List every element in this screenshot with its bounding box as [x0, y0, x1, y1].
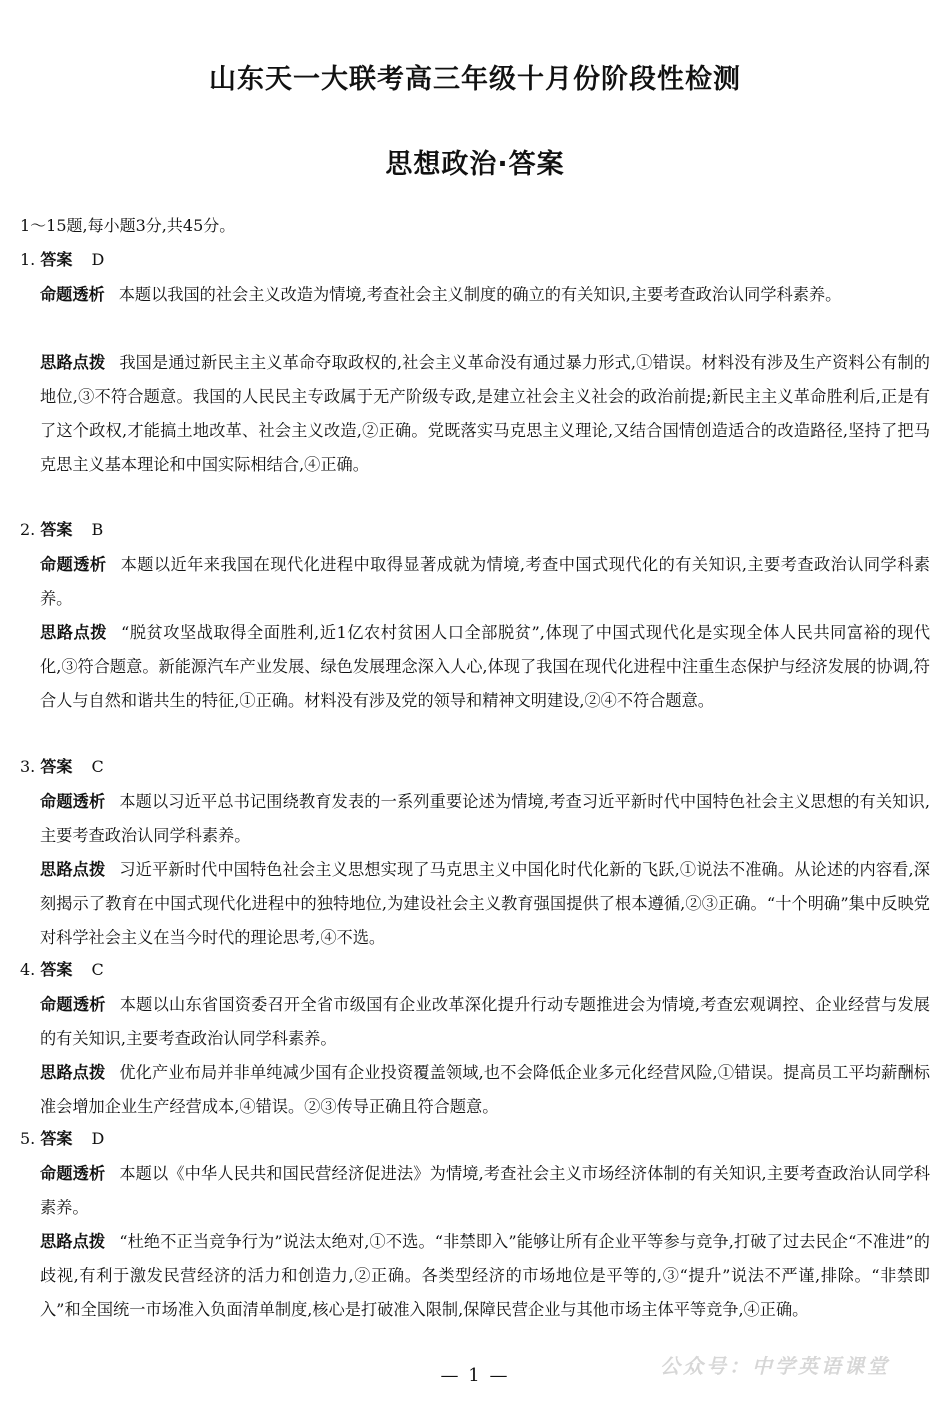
question-3-approach [40, 853, 930, 955]
analysis-label: 命题透析 [40, 1164, 106, 1183]
analysis-text: 本题以近年来我国在现代化进程中取得显著成就为情境,考查中国式现代化的有关知识,主要考查政治认同学科素养。 [40, 555, 930, 608]
question-1-header [20, 248, 104, 272]
answer-label: 答案 [40, 520, 73, 539]
question-5-header [20, 1127, 104, 1151]
answer-label: 答案 [40, 757, 73, 776]
answer-label: 答案 [40, 960, 73, 979]
answer-value: C [91, 960, 104, 979]
analysis-text: 本题以《中华人民共和国民营经济促进法》为情境,考查社会主义市场经济体制的有关知识,主要考查政治认同学科素养。 [40, 1164, 930, 1217]
answer-label: 答案 [40, 1129, 73, 1148]
watermark: 公众号：中学英语课堂 [660, 1354, 890, 1378]
approach-label: 思路点拨 [40, 1063, 106, 1082]
question-4-header [20, 958, 104, 982]
analysis-text: 本题以山东省国资委召开全省市级国有企业改革深化提升行动专题推进会为情境,考查宏观调控、企业经营与发展的有关知识,主要考查政治认同学科素养。 [40, 995, 930, 1048]
approach-label: 思路点拨 [40, 1232, 106, 1251]
question-5-analysis [40, 1157, 930, 1225]
intro-text: 1～15题,每小题3分,共45分。 [20, 216, 236, 235]
analysis-label: 命题透析 [40, 285, 105, 304]
analysis-text: 本题以习近平总书记围绕教育发表的一系列重要论述为情境,考查习近平新时代中国特色社会主义思想的有关知识,主要考查政治认同学科素养。 [40, 792, 930, 845]
approach-text: 习近平新时代中国特色社会主义思想实现了马克思主义中国化时代化新的飞跃,①说法不准确。从论述的内容看,深刻揭示了教育在中国式现代化进程中的独特地位,为建设社会主义教育强国提供了根本遵循,②③正确。“十个明确”集中反映党对科学社会主义在当今时代的理论思考,④不选。 [40, 860, 930, 947]
question-number: 4. [20, 960, 36, 979]
approach-text: “脱贫攻坚战取得全面胜利,近1亿农村贫困人口全部脱贫”,体现了中国式现代化是实现全体人民共同富裕的现代化,③符合题意。新能源汽车产业发展、绿色发展理念深入人心,体现了我国在现代化进程中注重生态保护与经济发展的协调,符合人与自然和谐共生的特征,①正确。材料没有涉及党的领导和精神文明建设,②④不符合题意。 [40, 623, 931, 710]
approach-text: 我国是通过新民主主义革命夺取政权的,社会主义革命没有通过暴力形式,①错误。材料没有涉及生产资料公有制的地位,③不符合题意。我国的人民民主专政属于无产阶级专政,是建立社会主义社会的政治前提;新民主主义革命胜利后,正是有了这个政权,才能搞土地改革、社会主义改造,②正确。党既落实马克思主义理论,又结合国情创造适合的改造路径,坚持了把马克思主义基本理论和中国实际相结合,④正确。 [40, 353, 930, 474]
answer-value: D [91, 1129, 105, 1148]
question-2-analysis [40, 548, 930, 616]
page-subtitle: 思想政治·答案 [385, 149, 565, 180]
answer-label: 答案 [40, 250, 73, 269]
answer-value: B [91, 520, 104, 539]
question-4-approach [40, 1056, 930, 1124]
question-3-analysis [40, 785, 930, 853]
question-5-approach [40, 1225, 930, 1327]
analysis-label: 命题透析 [40, 792, 106, 811]
analysis-text: 本题以我国的社会主义改造为情境,考查社会主义制度的确立的有关知识,主要考查政治认同学科素养。 [118, 285, 842, 304]
question-1-analysis [40, 278, 930, 312]
approach-label: 思路点拨 [40, 353, 106, 372]
approach-label: 思路点拨 [40, 860, 106, 879]
analysis-label: 命题透析 [40, 995, 106, 1014]
answer-value: C [91, 757, 104, 776]
question-number: 3. [20, 757, 36, 776]
question-3-header [20, 755, 104, 779]
question-4-analysis [40, 988, 930, 1056]
analysis-label: 命题透析 [40, 555, 107, 574]
answer-value: D [91, 250, 105, 269]
question-1-approach [40, 346, 930, 482]
question-2-header [20, 518, 103, 542]
page-number: — 1 — [440, 1365, 510, 1386]
page-title: 山东天一大联考高三年级十月份阶段性检测 [209, 64, 741, 95]
question-number: 2. [20, 520, 36, 539]
question-number: 5. [20, 1129, 36, 1148]
question-number: 1. [20, 250, 36, 269]
approach-text: “杜绝不正当竞争行为”说法太绝对,①不选。“非禁即入”能够让所有企业平等参与竞争,打破了过去民企“不准进”的歧视,有利于激发民营经济的活力和创造力,②正确。各类型经济的市场地位是平等的,③“提升”说法不严谨,排除。“非禁即入”和全国统一市场准入负面清单制度,核心是打破准入限制,保障民营企业与其他市场主体平等竞争,④正确。 [40, 1232, 930, 1319]
approach-text: 优化产业布局并非单纯减少国有企业投资覆盖领域,也不会降低企业多元化经营风险,①错误。提高员工平均薪酬标准会增加企业生产经营成本,④错误。②③传导正确且符合题意。 [40, 1063, 930, 1116]
question-2-approach [40, 616, 930, 718]
approach-label: 思路点拨 [40, 623, 107, 642]
